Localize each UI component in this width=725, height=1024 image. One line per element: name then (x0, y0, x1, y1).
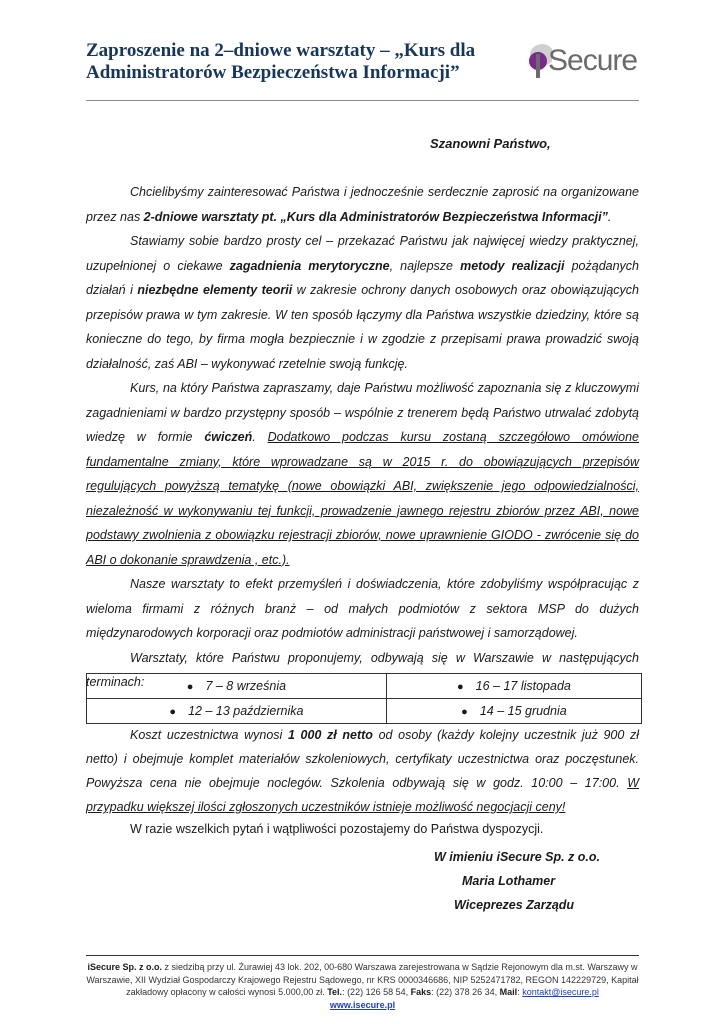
letter-body (86, 180, 639, 695)
signature-name: Maria Lothamer (462, 874, 556, 888)
footer: iSecure Sp. z o.o. z siedzibą przy ul. Żurawiej 43 lok. 202, 00-680 Warszawa zarejestrowana w Sądzie Rejonowym dla m.st. Warszawy w Warszawie, XII Wydział Gospodarczy Krajowego Rejestru Sądowego, nr KRS 0000346686, NIP 5252471782, REGON 142229729, Kapitał zakładowy opłacony w całości wynosi 5.000,00 zł. Tel.: (22) 126 58 54, Faks: (22) 378 26 34, Mail: kontakt@isecure.pl www.isecure.pl (86, 962, 639, 1010)
page-title (86, 40, 526, 84)
date-cell: ● 14 – 15 grudnia (386, 699, 641, 724)
dates-table (86, 673, 642, 724)
paragraph-cost: Koszt uczestnictwa wynosi 1 000 zł netto od osoby (każdy kolejny uczestnik już 900 zł netto) i obejmuje komplet materiałów szkoleniowych, certyfikaty uczestnictwa oraz poczęstunek. Powyższa cena nie obejmuje noclegów. Szkolenia odbywają się w godz. 10:00 – 17:00. W przypadku większej ilości zgłoszonych uczestników istnieje możliwość negocjacji ceny! (86, 728, 640, 814)
letter-header (86, 40, 646, 90)
paragraph-goal: Stawiamy sobie bardzo prosty cel – przekazać Państwu jak najwięcej wiedzy praktycznej, uzupełnionej o ciekawe zagadnienia merytoryczne, najlepsze metody realizacji pożądanych działań i niezbędne elementy teorii w zakresie ochrony danych osobowych oraz obowiązujących przepisów prawa w tym zakresie. W ten sposób łączymy dla Państwa wszystkie dziedziny, które są konieczne do tego, by firma mogła bezpiecznie i w zgodzie z przepisami prawa prowadzić swoją działalność, zaś ABI – wykonywać rzetelnie swoją funkcję. (86, 234, 640, 371)
date-cell: ● 12 – 13 października (87, 699, 387, 724)
email-link[interactable]: kontakt@isecure.pl (522, 987, 599, 997)
paragraph-course: Kurs, na który Państwa zapraszamy, daje Państwu możliwość zapoznania się z kluczowymi zagadnieniami w bardzo przystępny sposób – wspólnie z trenerem będą Państwo utrwalać zdobytą wiedzę w formie ćwiczeń. Dodatkowo podczas kursu zostaną szczegółowo omówione fundamentalne zmiany, które wprowadzane są w 2015 r. do obowiązujących przepisów regulujących powyższą tematykę (nowe obowiązki ABI, zwiększenie jego odpowiedzialności, niezależność w wykonywaniu tej funkcji, prowadzenie jawnego rejestru zbiorów przez ABI, nowe podstawy zwolnienia z obowiązku rejestracji zbiorów, nowe uprawnienie GIODO - zwrócenie się do ABI o dokonanie sprawdzenia , etc.). (86, 381, 639, 567)
date-cell: ● 16 – 17 listopada (386, 674, 641, 699)
title-line-1: Zaproszenie na 2–dniowe warsztaty – „Kurs dla (86, 40, 476, 61)
paragraph-contact: W razie wszelkich pytań i wątpliwości pozostajemy do Państwa dyspozycji. (130, 822, 544, 836)
letter-body-cost (86, 723, 639, 819)
paragraph-invitation: Chcielibyśmy zainteresować Państwa i jednocześnie serdecznie zaprosić na organizowane przez nas 2-dniowe warsztaty pt. „Kurs dla Administratorów Bezpieczeństwa Informacji”. (86, 185, 639, 224)
footer-divider (86, 955, 639, 956)
date-cell: ● 7 – 8 września (87, 674, 387, 699)
paragraph-dates-intro: Warsztaty, które Państwu proponujemy, odbywają się w Warszawie w następujących terminach: (86, 650, 639, 689)
signature-role: Wiceprezes Zarządu (454, 898, 575, 912)
greeting: Szanowni Państwo, (430, 136, 551, 151)
website-link[interactable]: www.isecure.pl (329, 999, 396, 1010)
signature-company: W imieniu iSecure Sp. z o.o. (434, 850, 600, 864)
logo-text: Secure (548, 44, 638, 77)
isecure-logo (528, 42, 658, 84)
title-line-2: Administratorów Bezpieczeństwa Informacji” (86, 62, 460, 83)
paragraph-experience: Nasze warsztaty to efekt przemyśleń i doświadczenia, które zdobyliśmy współpracując z wieloma firmami z różnych branż – od małych podmiotów z sektora MSP do dużych międzynarodowych korporacji oraz podmiotów administracji państwowej i samorządowej. (86, 577, 639, 640)
header-divider (86, 100, 639, 101)
